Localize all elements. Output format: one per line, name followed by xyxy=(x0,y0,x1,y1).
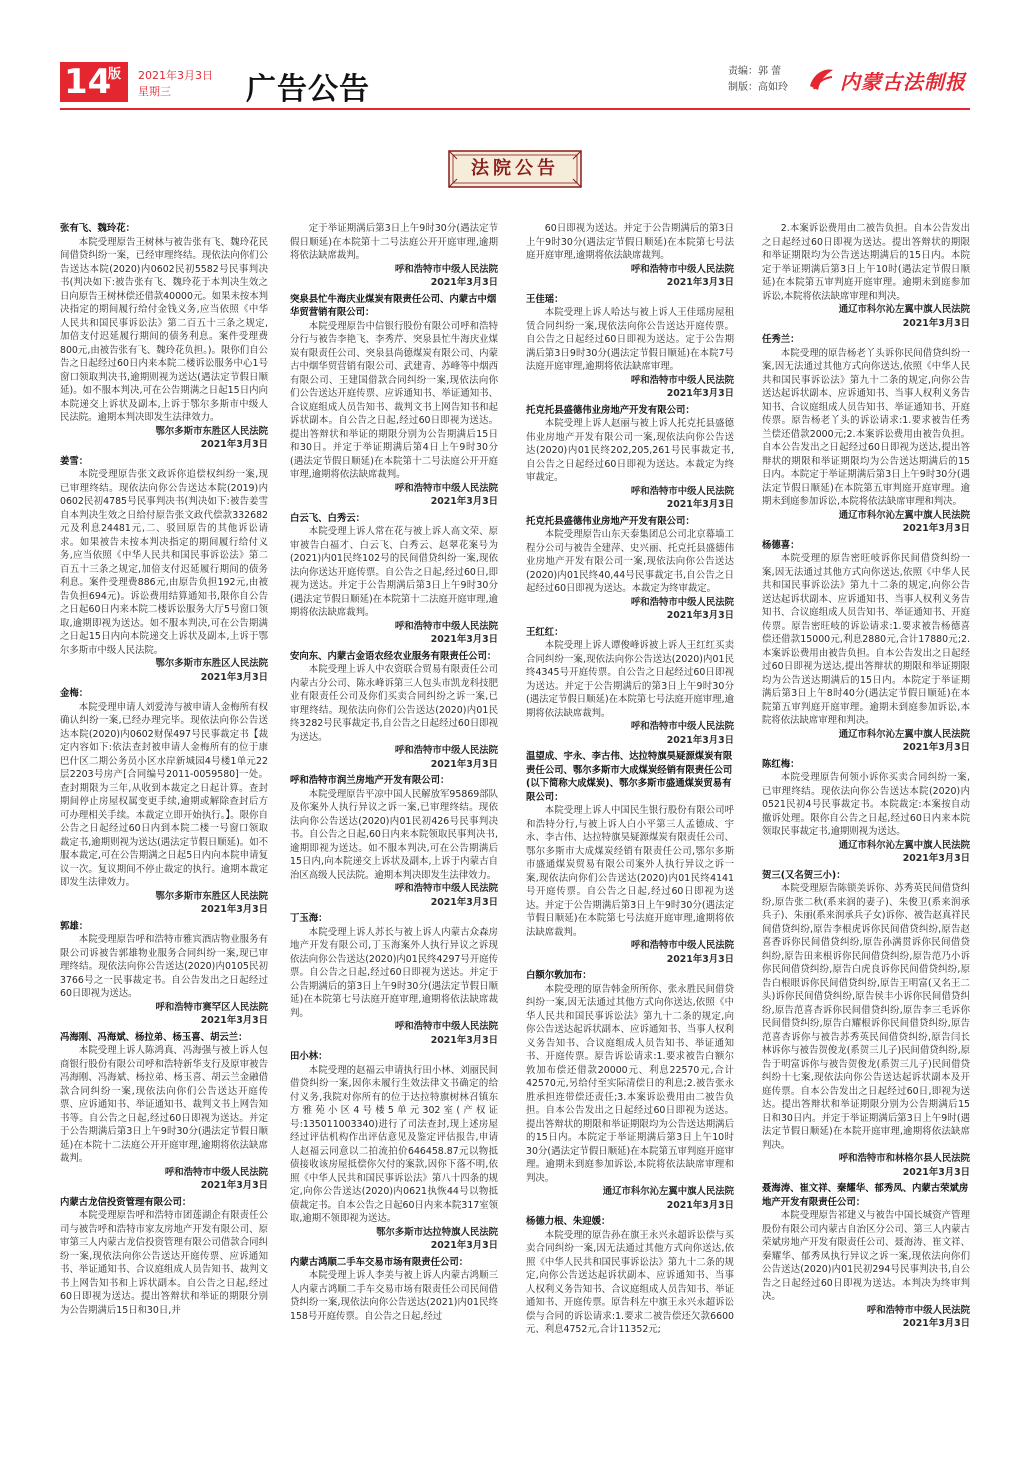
notice-title: 安向东、内蒙古金语农经农业服务有限责任公司： xyxy=(290,650,497,662)
issue-weekday: 星期三 xyxy=(138,85,171,98)
notice-date: 2021年3月3日 xyxy=(902,853,970,864)
notice xyxy=(526,404,734,512)
notice-body: 本院受理上诉人谭俊峰诉被上诉人王红红买卖合同纠纷一案,现依法向你公告送达(2020)内01民终4345号开庭传票。自公告之日起经过60日即视为送达。并定于公告期满后的第3日上午9时30分(遇法定节假日顺延)在本院第七号法庭开庭审理,逾期将依法缺席裁判。 xyxy=(526,640,734,719)
notice-court: 呼和浩特市中级人民法院 xyxy=(394,482,498,494)
notice xyxy=(526,515,734,623)
section-title: 广告公告 xyxy=(246,72,370,107)
notice-title: 突泉县忙牛海庆业煤炭有限责任公司、内蒙古中烟华贸营销有限公司： xyxy=(290,293,497,318)
notice xyxy=(60,455,268,685)
notice xyxy=(762,869,970,1180)
notice-title: 冯海刚、冯海斌、杨拉弟、杨玉喜、胡云兰： xyxy=(60,1031,248,1043)
notice xyxy=(526,1215,734,1337)
column-3 xyxy=(526,222,734,1340)
notice-court: 呼和浩特市中级人民法院 xyxy=(630,940,734,951)
page-number: 14 xyxy=(64,62,112,102)
notice-court: 呼和浩特市中级人民法院 xyxy=(394,620,498,632)
section-banner xyxy=(448,150,582,188)
notice xyxy=(526,969,734,1212)
notice-body: 本院受理的原告密旺岐诉你民间借贷纠纷一案,因无法通过其他方式向你送达,依照《中华人民共和国民事诉讼法》第九十二条的规定,向你公告送达起诉状副本、应诉通知书、当事人权利义务告知书、合议庭组成人员告知书、举证通知书、开庭传票。原告密旺岐的诉讼请求:1.要求被告杨德喜偿还借款15000元,利息2880元,合计17880元;2.本案诉讼费用由被告负担。自本公告发出之日起经过60日即视为送达,提出答辩状的期限和举证期限均为公告送达期满后的15日内。本院定于举证期满后第3日上午8时40分(遇法定节假日顺延)在本院第五审判庭开庭审理。逾期未到庭参加诉讼,本院将依法缺席审理和判决。 xyxy=(762,553,970,726)
notice-date: 2021年3月3日 xyxy=(200,671,268,683)
notice-title: 杨德力根、朱迎媛： xyxy=(526,1216,611,1227)
issue-date-block xyxy=(138,68,213,100)
notice-date: 2021年3月3日 xyxy=(902,317,970,329)
notice-date: 2021年3月3日 xyxy=(902,1318,970,1329)
notice-court: 呼和浩特市和林格尔县人民法院 xyxy=(838,1153,970,1164)
notice-court: 呼和浩特市中级人民法院 xyxy=(394,263,498,275)
notice-body: 本院受理原告张文政诉你追偿权纠纷一案,现已审理终结。现依法向你公告送达本院(2019)内0602民初4785号民事判决书(判决如下:被告姜雪自本判决生效之日给付原告张文政代偿款332682元及利息24481元,二、驳回原告的其他诉讼请求。如果被告未按本判决指定的期间履行给付义务,应当依照《中华人民共和国民事诉讼法》第二百五十三条之规定,加倍支付迟延履行期间的债务利息。案件受理费886元,由原告负担192元,由被告负担694元)。诉讼费用结算通知书,限你自公告之日起60日内来本院二楼诉讼服务大厅5号窗口领取,逾期即视为送达。如不服本判决,可在公告期满之日起15日内向本院递交上诉状及副本,上诉于鄂尔多斯市中级人民法院。 xyxy=(60,469,268,656)
notice-date: 2021年3月3日 xyxy=(666,1199,734,1211)
notice-court: 鄂尔多斯市东胜区人民法院 xyxy=(155,890,268,902)
notice-court: 通辽市科尔沁左翼中旗人民法院 xyxy=(838,304,970,315)
newspaper-logo xyxy=(806,64,976,94)
notice-court: 呼和浩特市中级人民法院 xyxy=(630,721,734,732)
notice-body: 本院受理上诉人苏长与被上诉人内蒙古众森房地产开发有限公司,丁玉海案外人执行异议之诉现依法向你公告送达(2020)内01民终4297号开庭传票。自公告之日起,经过60日即视为送达。并定于公告期满后的第3日上午9时30分(遇法定节假日顺延)在本院第七号法庭开庭审理,逾期将依法缺席裁判。 xyxy=(290,926,498,1019)
notice-body: 本院受理原告呼和浩特市雅宾酒店物业服务有限公司诉被告郭雄物业服务合同纠纷一案,现已审理终结。现依法向你公告送达(2020)内0105民初3766号之一民事裁定书。自公告发出之日起经过60日即视为送达。 xyxy=(60,934,268,999)
notice xyxy=(762,333,970,536)
notice-date: 2021年3月3日 xyxy=(430,1034,498,1046)
notice-body: 本院受理上诉人中农资联合贸易有限责任公司内蒙古分公司、陈永峰诉第三人包头市凯龙科技肥业有限责任公司及你们买卖合同纠纷之诉一案,已审理终结。现依法向你们公告送达(2020)内01民终3282号民事裁定书,自公告之日起经过60日即视为送达。 xyxy=(290,664,498,743)
notice-court: 通辽市科尔沁左翼中旗人民法院 xyxy=(602,1186,734,1197)
notice xyxy=(526,222,734,290)
notice xyxy=(290,512,498,647)
notice-body: 本院受理原告王树林与被告张有飞、魏玲花民间借贷纠纷一案，已经审理终结。现依法向你们公告送达本院(2020)内0602民初5582号民事判决书(判决如下:被告张有飞、魏玲花于本判决生效之日向原告王树林偿还借款40000元。如果未按本判决指定的期间履行给付金钱义务,应当依照《中华人民共和国民事诉讼法》第二百五十三条之规定,加倍支付迟延履行期间的债务利息。案件受理费800元,由被告张有飞、魏玲花负担。)。限你们自公告之日起经过60日内来本院二楼诉讼服务中心1号窗口领取判决书,逾期则视为送达(遇法定节假日顺延)。如不服本判决,可在公告期满之日起15日内向本院递交上诉状及副本,上诉于鄂尔多斯市中级人民法院。逾期本判决即发生法律效力。 xyxy=(60,236,268,423)
header-rule xyxy=(60,108,970,110)
notice-court: 呼和浩特市中级人民法院 xyxy=(630,374,734,386)
notice-date: 2021年3月3日 xyxy=(666,953,734,965)
notice-date: 2021年3月3日 xyxy=(902,1166,970,1178)
notice-date: 2021年3月3日 xyxy=(200,439,268,450)
notice-body: 本院受理的原告韩金所所你、张永胜民间借贷纠纷一案,因无法通过其他方式向你送达,依照《中华人民共和国民事诉讼法》第九十二条的规定,向你公告送达起诉状副本、应诉通知书、当事人权利义务告知书、合议庭组成人员告知书、举证通知书、开庭传票。原告诉讼请求:1.要求被告白额尔敦加布偿还借款20000元、利息22570元,合计42570元,另给付至实际清偿日的利息;2.被告张永胜承担连带偿还责任;3.本案诉讼费用由二被告负担。自本公告发出之日起经过60日即视为送达。提出答辩状的期限和举证期限均为公告送达期满后的15日内。本院定于举证期满后第3日上午10时30分(遇法定节假日顺延)在本院第五审判庭开庭审理。逾期未到庭参加诉讼,本院将依法缺席审理和判决。 xyxy=(526,983,734,1184)
notice-title: 内蒙古鸿顺二手车交易市场有限责任公司： xyxy=(290,1256,469,1268)
notice-date: 2021年3月3日 xyxy=(430,634,498,645)
notice-title: 内蒙古龙信投资管理有限公司： xyxy=(60,1196,192,1208)
notice-title: 张有飞、魏玲花： xyxy=(60,223,136,234)
notice-body: 本院受理上诉人常在花与被上诉人高文荣、原审被告白福才、白云飞、白秀云、赵翠花案号为(2021)内01民终102号的民间借贷纠纷一案,现依法向你送达开庭传票。自公告之日起,经过60日,即视为送达。并定于公告期满后第3日上午9时30分(遇法定节假日顺延)在本院第十二法庭开庭审理,逾期将依法缺席裁判。 xyxy=(290,526,498,618)
notice-body: 本院受理原告祁建义与被告中国长城资产管理股份有限公司内蒙古自治区分公司、第三人内蒙古荣斌房地产开发有限责任公司、聂海涛、崔文祥、秦耀华、郁秀凤执行异议之诉一案,现依法向你们公告送达(2020)内01民初294号民事判决书,自公告之日起经过60日即视为送达。本判决为终审判决。 xyxy=(762,1210,970,1302)
column-2 xyxy=(290,222,498,1326)
editor-credits xyxy=(728,64,788,96)
notice xyxy=(290,912,498,1047)
notice-date: 2021年3月3日 xyxy=(430,1240,498,1251)
notice xyxy=(60,1196,268,1318)
notice xyxy=(290,774,498,909)
notice-title: 任秀兰： xyxy=(762,334,800,345)
notice xyxy=(290,1050,498,1253)
notice xyxy=(60,222,268,452)
notice-date: 2021年3月3日 xyxy=(902,742,970,753)
masthead xyxy=(60,62,970,106)
issue-date: 2021年3月3日 xyxy=(138,69,213,82)
notice-court: 呼和浩特市中级人民法院 xyxy=(394,883,498,894)
column-4 xyxy=(762,222,970,1334)
notice-body: 本院受理原告陈锁美诉你、苏秀英民间借贷纠纷,原告张二秋(系来润的妻子)、朱俊卫(系来润承兵子)、朱丽(系来润承兵子女)诉你、被告赵真祥民间借贷纠纷,原告李根虎诉你民间借贷纠纷,原告赵喜香诉你民间借贷纠纷,原告孙满贯诉你民间借贷纠纷,原告田来根诉你民间借贷纠纷,原告范乃小诉你民间借贷纠纷,原告白虎良诉你民间借贷纠纷,原告白根眼诉你民间借贷纠纷,原告王明富(又名王二头)诉你民间借贷纠纷,原告侯丰小诉你民间借贷纠纷,原告范喜杏诉你民间借贷纠纷,原告李三毛诉你民间借贷纠纷,原告白耀根诉你民间借贷纠纷,原告范喜杏诉你与被告苏秀英民间借贷纠纷,原告闫长林诉你与被告贺俊龙(系贺三儿子)民间借贷纠纷,原告于明富诉你与被告贺俊龙(系贺三儿子)民间借贷纠纷十七案,现依法向你公告送达起诉状副本及开庭传票。自本公告发出之日起经过60日,即视为送达。提出答辩状和举证期限分别为公告期满后15日和30日内。并定于举证期满后第3日上午9时(遇法定节假日顺延)在本院开庭审理,逾期将依法缺席判决。 xyxy=(762,883,970,1151)
notice-title: 田小林： xyxy=(290,1051,328,1062)
notice-court: 通辽市科尔沁左翼中旗人民法院 xyxy=(838,728,970,740)
notice-title: 呼和浩特市润兰房地产开发有限公司： xyxy=(290,775,450,786)
notice-court: 呼和浩特市中级人民法院 xyxy=(866,1304,970,1316)
notice-date: 2021年3月3日 xyxy=(902,523,970,534)
notice-title: 陈红梅： xyxy=(762,758,800,770)
notice xyxy=(762,222,970,330)
notice-title: 金梅： xyxy=(60,688,89,699)
notice-title: 白云飞、白秀云： xyxy=(290,512,366,524)
notice-body: 2.本案诉讼费用由二被告负担。自本公告发出之日起经过60日即视为送达。提出答辩状的期限和举证期限均为公告送达期满后的15日内。本院定于举证期满后第3日上午10时(遇法定节假日顺延)在本院第五审判庭开庭审理。逾期未到庭参加诉讼,本院将依法缺席审理和判决。 xyxy=(762,223,970,302)
notice-date: 2021年3月3日 xyxy=(666,277,734,288)
banner-title: 法院公告 xyxy=(471,158,559,179)
notice-court: 鄂尔多斯市东胜区人民法院 xyxy=(155,658,268,669)
notice-body: 60日即视为送达。并定于公告期满后的第3日上午9时30分(遇法定节假日顺延)在本院第七号法庭开庭审理,逾期将依法缺席裁判。 xyxy=(526,223,734,261)
notice-date: 2021年3月3日 xyxy=(666,610,734,621)
notice-title: 托克托县盛德伟业房地产开发有限公司： xyxy=(526,404,695,416)
notice xyxy=(290,650,498,772)
notice-court: 通辽市科尔沁左翼中旗人民法院 xyxy=(838,509,970,521)
notice-title: 托克托县盛德伟业房地产开发有限公司： xyxy=(526,515,695,527)
notice xyxy=(60,687,268,917)
page-ban-label: 版 xyxy=(108,67,122,82)
notice-title: 杨德喜： xyxy=(762,539,800,551)
notice xyxy=(290,293,498,509)
notice-body: 本院受理原告呼和浩特市团莲湖企有限责任公司与被告呼和浩特市家友房地产开发有限公司、原审第三人内蒙古龙信投资管理有限公司借款合同纠纷一案,现依法向你公告送达开庭传票、应诉通知书、举证通知书、合议庭组成人员告知书、裁判文书上网告知书和上诉状副本。自公告之日起,经过60日即视为送达。提出答辩状和举证的期限分别为公告期满后15日和30日,并 xyxy=(60,1210,268,1316)
notice-date: 2021年3月3日 xyxy=(200,1180,268,1191)
notice-body: 本院受理上诉人李美与被上诉人内蒙古鸿顺三人内蒙古鸿顺二手车交易市场有限责任公司民间借贷纠纷一案,现依法向你公告送达(2021)内01民终158号开庭传票。自公告之日起,经过 xyxy=(290,1270,498,1322)
notice-title: 郭雄： xyxy=(60,920,89,932)
notice-body: 本院受理的赵福云申请执行田小林、刘丽民间借贷纠纷一案,因你未履行生效法律文书确定的给付义务,我院对你所有的位于达拉特旗树林召镇东方雅苑小区4号楼5单元302室(产权证号:135011003340)进行了司法查封,现上述房屋经过评估机构作出评估意见及鉴定评估报告,申请人赵福云同意以二拍流拍价646458.87元以物抵债接收该房屋抵偿你欠付的案款,因你下落不明,依照《中华人民共和国民事诉讼法》第八十四条的规定,向你公告送达(2020)内0621执恢44号以物抵债裁定书。自本公告之日起60日内来本院317室领取,逾期不领即视为送达。 xyxy=(290,1064,498,1224)
notice-body: 本院受理原告中信银行股份有限公司呼和浩特分行与被告李艳飞、李秀芹、突泉县忙牛海庆业煤炭有限责任公司、突泉县尚德煤炭有限公司、内蒙古中烟华贸营销有限公司、武建青、苏峰等中烟西有限公司、王建国借款合同纠纷一案,现依法向你们公告送达开庭传票、应诉通知书、举证通知书、合议庭组成人员告知书、裁判文书上网告知书和起诉状副本。自公告之日起,经过60日即视为送达。提出答辩状和举证的期限分别为公告期满后15日和30日。并定于举证期满后第4日上午9时30分(遇法定节假日顺延)在本院第十二号法庭公开开庭审理,逾期将依法缺席裁判。 xyxy=(290,320,498,480)
column-1 xyxy=(60,222,268,1320)
notice-court: 呼和浩特市中级人民法院 xyxy=(630,485,734,497)
notice-date: 2021年3月3日 xyxy=(666,388,734,399)
notice-court: 通辽市科尔沁左翼中旗人民法院 xyxy=(838,839,970,851)
notice-body: 本院受理申请人刘爱涛与被申请人金梅所有权确认纠纷一案,已经办理完毕。现依法向你公告送达本院(2020)内0602财保497号民事裁定书【裁定内容如下:依法查封被申请人金梅所有的位于康巴什区二期公务员小区水岸新城园4号楼1单元22层2203号房产[合同编号2011-0059580]一处。查封期限为三年,从收到本裁定之日起计算。查封期间停止房屋权属变更手续,逾期或解除查封后方可办理相关手续。本裁定立即开始执行。】。限你自公告之日起经过60日内到本院二楼一号窗口领取裁定书,逾期则视为送达(遇法定节假日顺延)。如不服本裁定,可在公告期满之日起5日内向本院申请复议一次。复议期间不停止裁定的执行。逾期本裁定即发生法律效力。 xyxy=(60,701,268,888)
notice-date: 2021年3月3日 xyxy=(200,1015,268,1026)
notice-court: 鄂尔多斯市达拉特旗人民法院 xyxy=(376,1226,498,1238)
designer-name: 制版：高如玲 xyxy=(728,82,788,93)
notice-court: 呼和浩特市中级人民法院 xyxy=(630,596,734,608)
notice xyxy=(60,920,268,1028)
notice-body: 本院受理的原告杨老丫头诉你民间借贷纠纷一案,因无法通过其他方式向你送达,依照《中华人民共和国民事诉讼法》第九十二条的规定,向你公告送达起诉状副本、应诉通知书、当事人权利义务告知书、合议庭组成人员告知书、举证通知书、开庭传票。原告杨老丫头的诉讼请求:1.要求被告任秀兰偿还借款2000元;2.本案诉讼费用由被告负担。自本公告发出之日起经过60日即视为送达,提出答辩状的期限和举证期限均为公告送达期满后的15日内。本院定于举证期满后第3日上午9时30分(遇法定节假日顺延)在本院第五审判庭开庭审理。逾期未到庭参加诉讼,本院将依法缺席审理和判决。 xyxy=(762,347,970,507)
notice-title: 白额尔敦加布： xyxy=(526,970,592,981)
notice xyxy=(60,1031,268,1193)
notice xyxy=(290,1256,498,1324)
notice-court: 呼和浩特市中级人民法院 xyxy=(394,745,498,756)
notice-court: 呼和浩特市中级人民法院 xyxy=(164,1166,268,1178)
notice xyxy=(762,539,970,755)
notice-body: 本院受理的原告孙在旗王永兴永超诉讼偿与买卖合同纠纷一案,因无法通过其他方式向你送达,依照《中华人民共和国民事诉讼法》第九十二条的规定,向你公告送达起诉状副本、应诉通知书、当事人权利义务告知书、合议庭组成人员告知书、举证通知书、开庭传票。原告科左中旗王永兴永超诉讼偿与合同的诉讼请求:1.要求二被告偿还欠款6600元、利息4752元,合计11352元; xyxy=(526,1229,734,1335)
notice-date: 2021年3月3日 xyxy=(430,496,498,507)
page-number-badge xyxy=(60,62,128,102)
notice-court: 鄂尔多斯市东胜区人民法院 xyxy=(155,425,268,437)
notice-title: 王红红： xyxy=(526,626,564,638)
editor-name: 责编：郭 蕾 xyxy=(728,66,782,77)
notice-body: 本院受理原告平凉中国人民解放军95869部队及你案外人执行异议之诉一案,已审理终结。现依法向你公告送达(2020)内01民初426号民事判决书。自公告之日起,60日内来本院领取民事判决书,逾期即视为送达。如不服本判决,可在公告期满后15日内,向本院递交上诉状及副本,上诉于内蒙古自治区高级人民法院。逾期本判决即发生法律效力。 xyxy=(290,788,498,881)
notice-body: 本院受理原告山东天泰集团总公司北京幕墙工程分公司与被告全建萍、史兴丽、托克托县盛德伟业房地产开发有限公司一案,现依法向你公告送达(2020)内01民终40,44号民事裁定书,自公告之日起经过60日即视为送达。本裁定为终审裁定。 xyxy=(526,529,734,594)
notice-title: 丁玉海： xyxy=(290,913,328,924)
notice xyxy=(762,1182,970,1331)
notice-date: 2021年3月3日 xyxy=(666,734,734,746)
notice xyxy=(526,293,734,401)
notice-title: 姜雪： xyxy=(60,455,89,467)
notice-date: 2021年3月3日 xyxy=(430,277,498,288)
logo-emblem-icon xyxy=(806,64,836,94)
notice xyxy=(526,750,734,966)
notice-court: 呼和浩特市中级人民法院 xyxy=(630,263,734,275)
notice xyxy=(762,758,970,866)
notice-title: 聂海涛、崔文祥、秦耀华、郁秀凤、内蒙古荣斌房地产开发有限责任公司： xyxy=(762,1183,969,1208)
notice-court: 呼和浩特市赛罕区人民法院 xyxy=(155,1001,268,1013)
notice-title: 王佳瑶： xyxy=(526,293,564,305)
notice-title: 温望成、宇永、李古伟、达拉特旗昊疑源煤炭有限责任公司、鄂尔多斯市大成煤炭经销有限责任公司(以下简称大成煤炭)、鄂尔多斯市盛通煤炭贸易有限公司： xyxy=(526,751,733,803)
notice-body: 本院受理上诉人陈鸿真、冯海强与被上诉人包商银行股份有限公司呼和浩特新华支行及原审被告冯海刚、冯海斌、杨拉弟、杨玉喜、胡云兰金融借款合同纠纷一案,现依法向你们公告送达开庭传票、应诉通知书、举证通知书、裁判文书上网告知书等。自公告之日起,经过60日即视为送达。并定于公告期满后第3日上午9时30分(遇法定节假日顺延)在本院十二法庭公开开庭审理,逾期将依法缺席裁判。 xyxy=(60,1045,268,1164)
notice xyxy=(290,222,498,290)
notice-court: 呼和浩特市中级人民法院 xyxy=(394,1021,498,1032)
notice-body: 本院受理上诉人哈达与被上诉人王佳瑶房屋租赁合同纠纷一案,现依法向你公告送达开庭传票。自公告之日起经过60日即视为送达。定于公告期满后第3日9时30分(遇法定节假日顺延)在本院7号法庭开庭审理,逾期将依法缺席审理。 xyxy=(526,307,734,372)
logo-text: 内蒙古法制报 xyxy=(840,70,966,94)
notice-date: 2021年3月3日 xyxy=(430,896,498,908)
notice xyxy=(526,626,734,748)
notice-title: 贺三(又名贺三小)： xyxy=(762,869,846,881)
notice-date: 2021年3月3日 xyxy=(200,904,268,915)
notice-body: 本院受理原告何领小诉你买卖合同纠纷一案,已审理终结。现依法向你公告送达本院(2020)内0521民初4号民事裁定书。本院裁定:本案按自动撤诉处理。限你自公告之日起,经过60日内来本院领取民事裁定书,逾期则视为送达。 xyxy=(762,772,970,837)
notice-body: 本院受理上诉人赵丽与被上诉人托克托县盛德伟业房地产开发有限公司一案,现依法向你公告送达(2020)内01民终202,205,261号民事裁定书,自公告之日起经过60日即视为送达。本裁定为终审裁定。 xyxy=(526,418,734,483)
notice-date: 2021年3月3日 xyxy=(666,499,734,510)
notice-body: 定于举证期满后第3日上午9时30分(遇法定节假日顺延)在本院第十二号法庭公开开庭审理,逾期将依法缺席裁判。 xyxy=(290,223,498,261)
notice-body: 本院受理上诉人中国民生银行股份有限公司呼和浩特分行,与被上诉人白小平第三人孟德成、宇永、李古伟、达拉特旗昊疑源煤炭有限责任公司、鄂尔多斯市大成煤炭经销有限责任公司,鄂尔多斯市盛通煤炭贸易有限公司案外人执行异议之诉一案,现依法向你们公告送达(2020)内01民终4141号开庭传票。自公告之日起,经过60日即视为送达。并定于公告期满后第3日上午9时30分(遇法定节假日顺延)在本院第七号法庭开庭审理,逾期将依法缺席裁判。 xyxy=(526,805,734,938)
notice-date: 2021年3月3日 xyxy=(430,758,498,770)
